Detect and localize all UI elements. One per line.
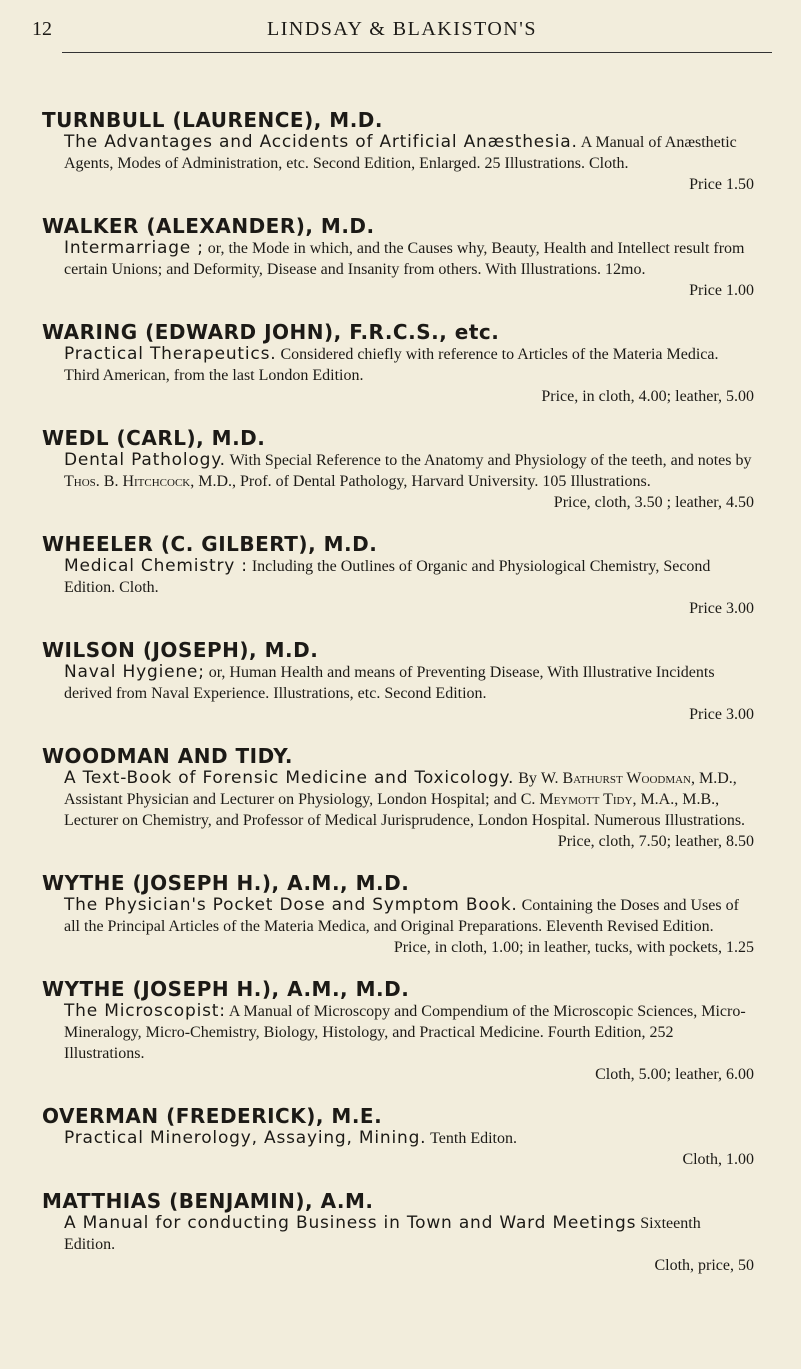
entry-price: Price, cloth, 7.50; leather, 8.50 bbox=[557, 833, 754, 850]
entry-title: The Microscopist: bbox=[64, 1001, 226, 1021]
contributor-name: W. Bathurst Woodman bbox=[540, 770, 691, 787]
entry-author: OVERMAN (FREDERICK), M.E. bbox=[42, 1104, 383, 1128]
entry-body bbox=[64, 895, 754, 958]
catalog-entry bbox=[42, 1189, 754, 1276]
entry-description: Considered chiefly with reference to Articles of the Materia Medica. Third American, from the last London Edition. bbox=[64, 346, 719, 384]
entry-price: Price 1.00 bbox=[689, 282, 754, 299]
entry-author: WILSON (JOSEPH), M.D. bbox=[42, 638, 319, 662]
entry-body bbox=[64, 1001, 754, 1085]
catalog-entry bbox=[42, 871, 754, 958]
catalog-entry bbox=[42, 108, 754, 195]
catalog-entry bbox=[42, 532, 754, 619]
entry-title: The Advantages and Accidents of Artificial Anæsthesia. bbox=[64, 132, 578, 152]
entry-body bbox=[64, 768, 754, 852]
entry-description: , M.A., M.B., Lecturer on Chemistry, and Professor of Medical Jurisprudence, London Hospital. Numerous Illustrations. bbox=[64, 791, 746, 829]
entry-title: Dental Pathology. bbox=[64, 450, 226, 470]
entry-author: WOODMAN AND TIDY. bbox=[42, 744, 294, 768]
entry-price: Price 3.00 bbox=[689, 600, 754, 617]
entry-body bbox=[64, 132, 754, 195]
contributor-name: C. Meymott Tidy bbox=[520, 791, 633, 808]
entry-author: WYTHE (JOSEPH H.), A.M., M.D. bbox=[42, 977, 410, 1001]
catalog-entry bbox=[42, 638, 754, 725]
catalog-entry bbox=[42, 1104, 754, 1170]
contributor-name: Thos. B. Hitchcock bbox=[64, 473, 191, 490]
catalog-entry bbox=[42, 426, 754, 513]
entry-price: Cloth, price, 50 bbox=[654, 1257, 754, 1274]
entry-description: Sixteenth Edition. bbox=[64, 1215, 701, 1253]
entry-title: Medical Chemistry : bbox=[64, 556, 248, 576]
entry-body bbox=[64, 1128, 754, 1170]
entry-description: Containing the Doses and Uses of all the Principal Articles of the Materia Medica, and Original Preparations. Eleventh Revised Edition. bbox=[64, 897, 739, 935]
entry-title: Naval Hygiene; bbox=[64, 662, 205, 682]
entry-author: WARING (EDWARD JOHN), F.R.C.S., etc. bbox=[42, 320, 500, 344]
entry-body bbox=[64, 1213, 754, 1276]
entry-title: Practical Minerology, Assaying, Mining. bbox=[64, 1128, 427, 1148]
entry-title: The Physician's Pocket Dose and Symptom Book. bbox=[64, 895, 518, 915]
page-header bbox=[32, 18, 772, 48]
entry-author: WALKER (ALEXANDER), M.D. bbox=[42, 214, 375, 238]
entry-price: Price 1.50 bbox=[689, 176, 754, 193]
entry-price: Cloth, 1.00 bbox=[682, 1151, 754, 1168]
catalog-entry bbox=[42, 214, 754, 301]
catalog-entry bbox=[42, 977, 754, 1085]
entry-author: WEDL (CARL), M.D. bbox=[42, 426, 266, 450]
header-rule bbox=[62, 52, 772, 53]
entry-body bbox=[64, 556, 754, 619]
entry-price: Price 3.00 bbox=[689, 706, 754, 723]
entry-body bbox=[64, 662, 754, 725]
entry-author: MATTHIAS (BENJAMIN), A.M. bbox=[42, 1189, 374, 1213]
entry-title: A Text-Book of Forensic Medicine and Toxicology. bbox=[64, 768, 515, 788]
entry-by: By bbox=[518, 770, 537, 787]
entry-title: Intermarriage ; bbox=[64, 238, 204, 258]
page-number: 12 bbox=[32, 18, 52, 40]
entry-body bbox=[64, 450, 754, 513]
entry-author: WYTHE (JOSEPH H.), A.M., M.D. bbox=[42, 871, 410, 895]
entry-description: Including the Outlines of Organic and Physiological Chemistry, Second Edition. Cloth. bbox=[64, 558, 711, 596]
entry-description: or, the Mode in which, and the Causes why, Beauty, Health and Intellect result from certain Unions; and Deformity, Disease and Insanity from others. With Illustrations. 12mo. bbox=[64, 240, 745, 278]
entry-body bbox=[64, 238, 754, 301]
entry-title: Practical Therapeutics. bbox=[64, 344, 277, 364]
catalog-entry bbox=[42, 744, 754, 852]
entry-author: TURNBULL (LAURENCE), M.D. bbox=[42, 108, 383, 132]
catalog-entry bbox=[42, 320, 754, 407]
entry-description: A Manual of Microscopy and Compendium of the Microscopic Sciences, Micro-Mineralogy, Micro-Chemistry, Biology, Histology, and Practical Medicine. Fourth Edition, 252 Illustrations. bbox=[64, 1003, 746, 1062]
entry-description: or, Human Health and means of Preventing Disease, With Illustrative Incidents derived from Naval Experience. Illustrations, etc. Second Edition. bbox=[64, 664, 715, 702]
entry-price: Price, in cloth, 4.00; leather, 5.00 bbox=[541, 388, 754, 405]
catalog-entries bbox=[42, 108, 754, 1295]
entry-title: A Manual for conducting Business in Town and Ward Meetings bbox=[64, 1213, 637, 1233]
entry-description: With Special Reference to the Anatomy and Physiology of the teeth, and notes by bbox=[229, 452, 752, 469]
entry-description: , M.D., Assistant Physician and Lecturer on Physiology, London Hospital; and bbox=[64, 770, 737, 808]
entry-body bbox=[64, 344, 754, 407]
entry-author: WHEELER (C. GILBERT), M.D. bbox=[42, 532, 378, 556]
entry-price: Price, cloth, 3.50 ; leather, 4.50 bbox=[553, 494, 754, 511]
entry-price: Cloth, 5.00; leather, 6.00 bbox=[595, 1066, 754, 1083]
entry-description: Tenth Editon. bbox=[430, 1130, 517, 1147]
entry-description: , M.D., Prof. of Dental Pathology, Harvard University. 105 Illustrations. bbox=[190, 473, 651, 490]
entry-price: Price, in cloth, 1.00; in leather, tucks, with pockets, 1.25 bbox=[393, 939, 754, 956]
entry-description: A Manual of Anæsthetic Agents, Modes of Administration, etc. Second Edition, Enlarged. 25 Illustrations. Cloth. bbox=[64, 134, 737, 172]
running-head: LINDSAY & BLAKISTON'S bbox=[267, 18, 537, 40]
